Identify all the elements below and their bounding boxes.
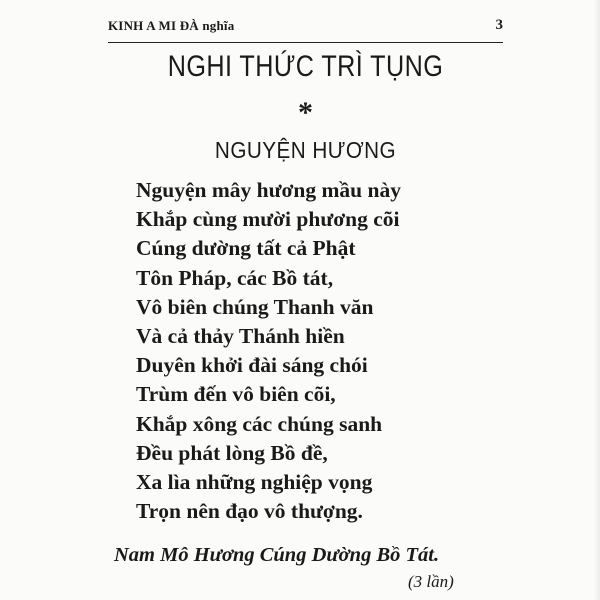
page-edge-shadow <box>594 0 600 600</box>
verse-line: Khắp cùng mười phương cõi <box>136 207 400 232</box>
verse-line: Khắp xông các chúng sanh <box>136 411 383 436</box>
verse-line: Và cả thảy Thánh hiền <box>136 324 345 349</box>
verse-line: Trọn nên đạo vô thượng. <box>136 499 363 524</box>
running-title: KINH A MI ĐÀ nghĩa <box>108 18 235 33</box>
verse-line: Trùm đến vô biên cõi, <box>136 382 336 407</box>
verse-line: Tôn Pháp, các Bồ tát, <box>136 265 334 290</box>
invocation-line: Nam Mô Hương Cúng Dường Bồ Tát. <box>114 544 440 566</box>
verse-line: Đều phát lòng Bồ đề, <box>136 440 328 465</box>
verse-line: Vô biên chúng Thanh văn <box>136 294 374 319</box>
section-title: NGUYỆN HƯƠNG <box>214 137 397 163</box>
repeat-note: (3 lần) <box>408 572 454 591</box>
verse-line: Nguyện mây hương mầu này <box>136 178 401 202</box>
verse-line: Xa lìa những nghiệp vọng <box>136 470 373 495</box>
page-number: 3 <box>495 17 503 33</box>
page-header <box>108 18 503 43</box>
verse-block <box>136 176 401 526</box>
verse-line: Cúng dường tất cả Phật <box>136 236 356 261</box>
separator-star: * <box>298 96 313 129</box>
page-title: NGHI THỨC TRÌ TỤNG <box>167 50 444 83</box>
verse-line: Duyên khởi đài sáng chói <box>136 353 368 378</box>
